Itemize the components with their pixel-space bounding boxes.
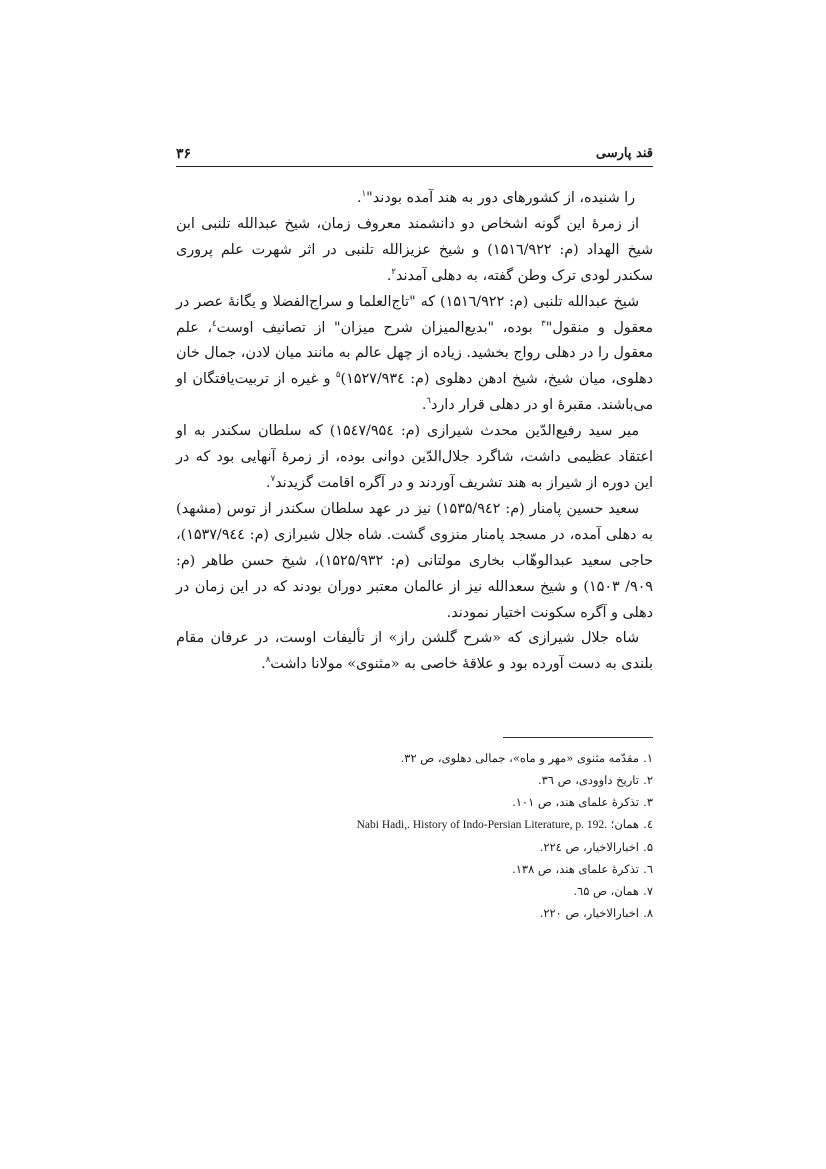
footnote-item bbox=[176, 813, 653, 836]
footnote-number: ۷. bbox=[643, 884, 653, 898]
footnote-text: تذکرهٔ علمای هند، ص ۱۳۸. bbox=[512, 862, 639, 876]
paragraph bbox=[176, 186, 653, 212]
paragraph bbox=[176, 497, 653, 627]
footnote-text: همان، ص ٦۵. bbox=[573, 884, 639, 898]
footnote-marker: ۵ bbox=[335, 370, 341, 381]
text-run: را شنیده، از کشورهای دور به هند آمده بودند bbox=[372, 190, 635, 206]
footnote-text: اخبارالاخیار، ص ۲۲٤. bbox=[539, 840, 639, 854]
footnote-item bbox=[176, 791, 653, 813]
text-run: شیخ عبدالله تلنبی (م: ۱۵۱٦/۹۲۲) که "تاج‌العلما و سراج‌الفضلا و یگانهٔ عصر در معقول و منقول" bbox=[176, 293, 653, 336]
text-run: . bbox=[261, 656, 266, 673]
footnote-item bbox=[176, 858, 653, 880]
footnote-marker: ۱ bbox=[361, 189, 367, 200]
page-header bbox=[176, 146, 653, 167]
footnote-text: اخبارالاخیار، ص ۲۲۰. bbox=[539, 906, 639, 920]
text-run: . bbox=[266, 474, 271, 491]
text-run: ، علم معقول را در دهلی رواج بخشید. زیاده از چهل عالم به مانند میان لادن، جمال خان دهلوی، میان شیخ، شیخ ادهن دهلوی (م: ۱۵۲۷/۹۳٤) bbox=[176, 319, 653, 388]
footnote-number: ٦. bbox=[643, 862, 653, 876]
footnote-item bbox=[176, 769, 653, 791]
text-run: شاه جلال شیرازی که «شرح گلشن راز» از تألیفات اوست، در عرفان مقام بلندی به دست آورده بود و علاقهٔ خاصی به «مثنوی» مولانا داشت bbox=[176, 630, 653, 673]
text-run: . bbox=[386, 267, 392, 284]
footnote-number: ۱. bbox=[643, 751, 653, 765]
text-run: از زمرهٔ این گونه اشخاص دو دانشمند معروف زمان، شیخ عبدالله تلنبی ابن شیخ الهداد (م: ۱۵۱٦/۹۲۲) و شیخ عزیزالله تلنبی در اثر شهرت علم پروری سکندر لودی ترک وطن گفته، به دهلی آمدند bbox=[176, 215, 653, 284]
text-run: میر سید رفیع‌الدّین محدث شیرازی (م: ۱۵٤۷/۹۵٤) که سلطان سکندر به او اعتقاد عظیمی داشت، شاگرد جلال‌الدّین دوانی بوده، از زمرهٔ آنهایی بود که در این دوره از شیراز به هند تشریف آوردند و در آگره اقامت گزیدند bbox=[176, 423, 653, 491]
footnote-divider bbox=[503, 737, 653, 738]
footnote-number: ۳. bbox=[643, 795, 653, 809]
footnote-item bbox=[176, 747, 653, 769]
footnote-latin-citation: Nabi Hadi,. History of Indo-Persian Literature, p. 192. bbox=[356, 819, 608, 831]
text-run: سعید حسین پامنار (م: ۱۵۳۵/۹٤۲) نیز در عهد سلطان سکندر از توس (مشهد) به دهلی آمده، در مسجد پامنار منزوی گشت. شاه جلال شیرازی (م: ۱۵۳۷/۹٤٤)، حاجی سعید عبدالوهّاب بخاری مولتانی (م: ۱۵۲۵/۹۳۲)، شیخ حسن طاهر (م: ۹۰۹/ ۱۵۰۳) و شیخ سعدالله نیز از عالمان معتبر دوران بودند که در این زمان در دهلی و آگره سکونت اختیار نمودند. bbox=[176, 500, 654, 621]
footnote-text: مقدّمه مثنوی «مهر و ماه»، جمالی دهلوی، ص ۳۲. bbox=[400, 751, 639, 765]
footnote-marker: ۷ bbox=[270, 474, 276, 485]
footnote-item bbox=[176, 836, 653, 858]
footnote-number: ٤. bbox=[643, 817, 653, 831]
footnote-marker: ۲ bbox=[391, 266, 396, 277]
footnote-number: ۸. bbox=[643, 906, 653, 920]
text-run: و غیره از تربیت‌یافتگان او می‌باشند. مقبرهٔ او در دهلی قرار دارد bbox=[176, 371, 653, 414]
paragraph bbox=[176, 626, 653, 678]
footnote-text: تاریخ داوودی، ص ۳٦. bbox=[537, 773, 639, 787]
body-text bbox=[176, 186, 653, 678]
paragraph bbox=[176, 419, 653, 497]
footnote-marker: ٤ bbox=[212, 318, 217, 329]
footnote-item bbox=[176, 880, 653, 902]
footnote-text: تذکرهٔ علمای هند، ص ۱۰۱. bbox=[512, 795, 639, 809]
paragraph bbox=[176, 290, 653, 420]
footnote-item bbox=[176, 902, 653, 924]
page-number: ۳۶ bbox=[176, 146, 192, 162]
footnote-marker: ۳ bbox=[541, 318, 546, 329]
footnote-text: همان؛ bbox=[607, 817, 639, 831]
text-run: . bbox=[357, 190, 362, 206]
text-run: بوده، "بدیع‌المیزان شرح میزان" از تصانیف اوست bbox=[216, 319, 542, 336]
footnote-list bbox=[176, 747, 653, 924]
footnote-number: ۵. bbox=[643, 840, 653, 854]
paragraph bbox=[176, 212, 653, 290]
running-title: قند پارسی bbox=[595, 146, 653, 161]
footnote-marker: ۸ bbox=[265, 655, 271, 666]
footnote-number: ۲. bbox=[643, 773, 653, 787]
text-run: " bbox=[366, 190, 373, 206]
footnote-marker: ٦ bbox=[426, 396, 431, 407]
book-page bbox=[176, 0, 653, 1169]
text-run: . bbox=[421, 397, 427, 414]
